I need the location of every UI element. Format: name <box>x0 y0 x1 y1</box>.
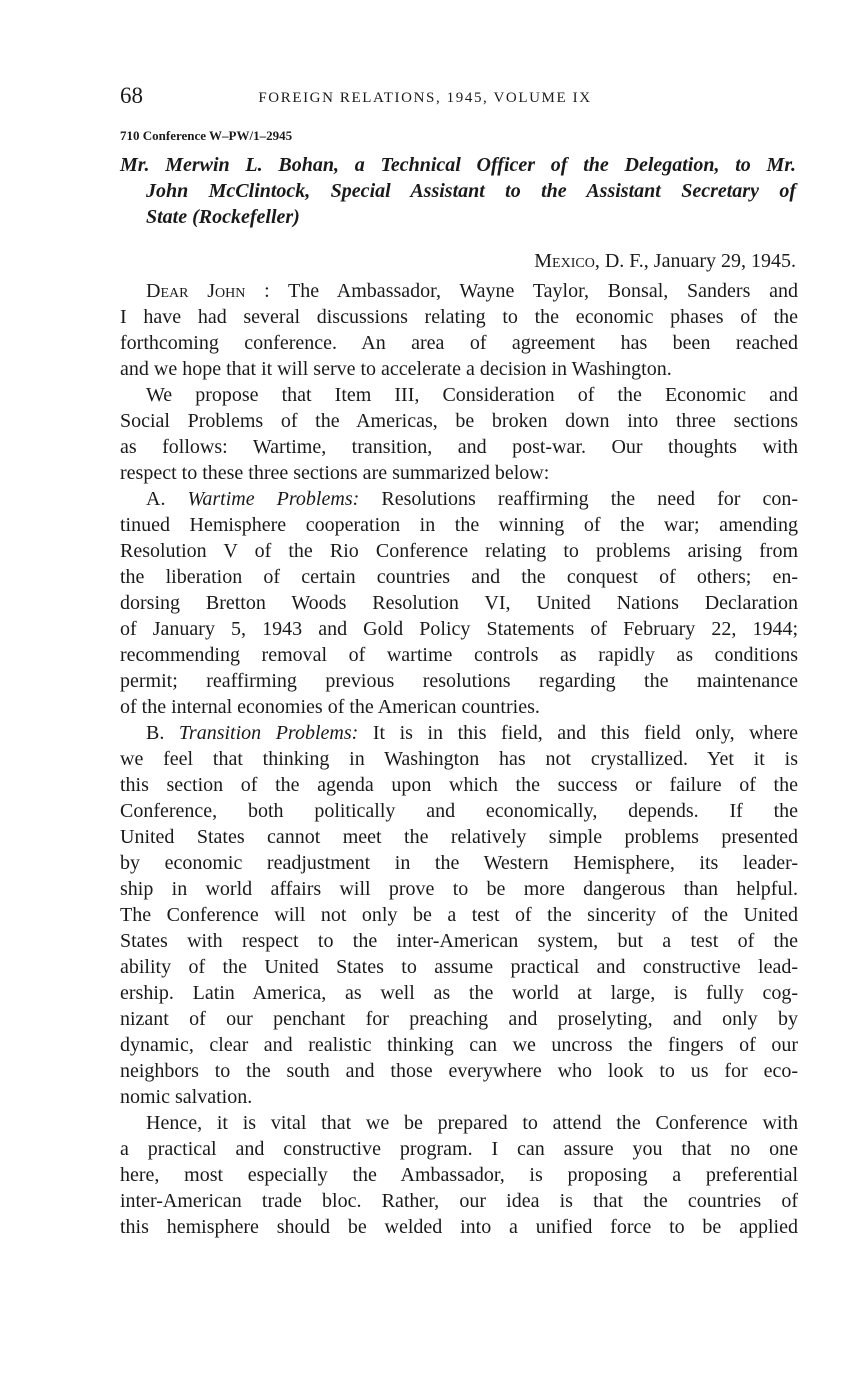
body-line <box>120 1084 798 1110</box>
line-text: I have had several discussions relating to the economic phases of the <box>120 306 798 328</box>
section-title: Wartime Problems: <box>187 488 382 510</box>
line-text: a practical and constructive program. I can assure you that no one <box>120 1138 798 1160</box>
line-text: dynamic, clear and realistic thinking can we uncross the fingers of our <box>120 1034 798 1056</box>
body-line <box>120 772 798 798</box>
body-line <box>120 1006 798 1032</box>
body-line <box>120 824 798 850</box>
body-line <box>120 1110 798 1136</box>
body-line <box>120 668 798 694</box>
body-line <box>120 486 798 512</box>
body-paragraph <box>120 486 798 720</box>
line-text: as follows: Wartime, transition, and post-war. Our thoughts with <box>120 436 798 458</box>
body-paragraph <box>120 278 798 382</box>
body-line <box>120 330 798 356</box>
line-text: We propose that Item III, Consideration of the Economic and <box>146 384 798 406</box>
body-paragraph <box>120 1110 798 1240</box>
body-paragraph <box>120 720 798 1110</box>
body-line <box>120 798 798 824</box>
body-line <box>120 1032 798 1058</box>
line-text: It is in this field, and this field only, where <box>372 722 798 744</box>
body-line <box>120 694 798 720</box>
line-text: The Conference will not only be a test of the sincerity of the United <box>120 904 798 926</box>
body-line <box>120 512 798 538</box>
body-line <box>120 928 798 954</box>
line-text: States with respect to the inter-American system, but a test of the <box>120 930 798 952</box>
line-text: Resolution V of the Rio Conference relating to problems arising from <box>120 540 798 562</box>
body-line <box>120 460 798 486</box>
line-text: of January 5, 1943 and Gold Policy Statements of February 22, 1944; <box>120 618 798 640</box>
line-text: by economic readjustment in the Western Hemisphere, its leader- <box>120 852 798 874</box>
body-line <box>120 1136 798 1162</box>
letter-body <box>120 278 798 1240</box>
line-text: respect to these three sections are summarized below: <box>120 462 550 484</box>
line-text: forthcoming conference. An area of agreement has been reached <box>120 332 798 354</box>
section-title: Transition Problems: <box>178 722 373 744</box>
line-text: this hemisphere should be welded into a unified force to be applied <box>120 1216 798 1238</box>
body-line <box>120 954 798 980</box>
body-line <box>120 304 798 330</box>
body-line <box>120 642 798 668</box>
dateline-rest: , D. F., January 29, 1945. <box>594 250 796 272</box>
line-text: Conference, both politically and economically, depends. If the <box>120 800 798 822</box>
body-line <box>120 538 798 564</box>
body-line <box>120 876 798 902</box>
body-line <box>120 902 798 928</box>
line-text: neighbors to the south and those everywhere who look to us for eco- <box>120 1060 798 1082</box>
salutation: Dear John <box>146 280 246 302</box>
line-text: recommending removal of wartime controls as rapidly as conditions <box>120 644 798 666</box>
body-line <box>120 980 798 1006</box>
section-letter: A. <box>146 488 188 510</box>
body-line <box>120 434 798 460</box>
body-line <box>120 1058 798 1084</box>
body-line <box>120 1214 798 1240</box>
file-reference: 710 Conference W–PW/1–2945 <box>120 128 293 143</box>
line-text: this section of the agenda upon which the success or failure of the <box>120 774 798 796</box>
body-line <box>120 278 798 304</box>
line-text: Social Problems of the Americas, be broken down into three sections <box>120 410 798 432</box>
dateline-place: Mexico <box>534 250 595 272</box>
body-line <box>120 564 798 590</box>
body-paragraph <box>120 382 798 486</box>
body-line <box>120 1188 798 1214</box>
line-text: nomic salvation. <box>120 1086 253 1108</box>
dateline <box>534 248 796 274</box>
heading-line: John McClintock, Special Assistant to the Assistant Secretary of <box>146 180 796 202</box>
body-line <box>120 720 798 746</box>
body-line <box>120 408 798 434</box>
line-text: ability of the United States to assume practical and constructive lead- <box>120 956 798 978</box>
line-text: permit; reaffirming previous resolutions regarding the maintenance <box>120 670 798 692</box>
line-text: and we hope that it will serve to accelerate a decision in Washington. <box>120 358 672 380</box>
body-line <box>120 850 798 876</box>
line-text: here, most especially the Ambassador, is proposing a preferential <box>120 1164 798 1186</box>
line-text: tinued Hemisphere cooperation in the winning of the war; amending <box>120 514 798 536</box>
heading-line: State (Rockefeller) <box>146 206 300 228</box>
line-text: the liberation of certain countries and the conquest of others; en- <box>120 566 798 588</box>
document-heading <box>120 152 796 230</box>
line-text: : The Ambassador, Wayne Taylor, Bonsal, Sanders and <box>264 280 798 302</box>
body-line <box>120 382 798 408</box>
running-head: FOREIGN RELATIONS, 1945, VOLUME IX <box>258 90 592 106</box>
body-line <box>120 356 798 382</box>
line-text: dorsing Bretton Woods Resolution VI, United Nations Declaration <box>120 592 798 614</box>
body-line <box>120 590 798 616</box>
body-line <box>120 746 798 772</box>
line-text: Hence, it is vital that we be prepared to attend the Conference with <box>146 1112 798 1134</box>
body-line <box>120 1162 798 1188</box>
section-letter: B. <box>146 722 179 744</box>
line-text: we feel that thinking in Washington has not crystallized. Yet it is <box>120 748 798 770</box>
line-text: ership. Latin America, as well as the world at large, is fully cog- <box>120 982 798 1004</box>
line-text: of the internal economies of the American countries. <box>120 696 540 718</box>
body-line <box>120 616 798 642</box>
line-text: United States cannot meet the relatively simple problems presented <box>120 826 798 848</box>
line-text: ship in world affairs will prove to be more dangerous than helpful. <box>120 878 798 900</box>
line-text: nizant of our penchant for preaching and proselyting, and only by <box>120 1008 798 1030</box>
heading-line: Mr. Merwin L. Bohan, a Technical Officer of the Delegation, to Mr. <box>120 154 796 176</box>
page-number: 68 <box>120 83 143 108</box>
line-text: Resolutions reaffirming the need for con- <box>381 488 799 510</box>
line-text: inter-American trade bloc. Rather, our idea is that the countries of <box>120 1190 798 1212</box>
